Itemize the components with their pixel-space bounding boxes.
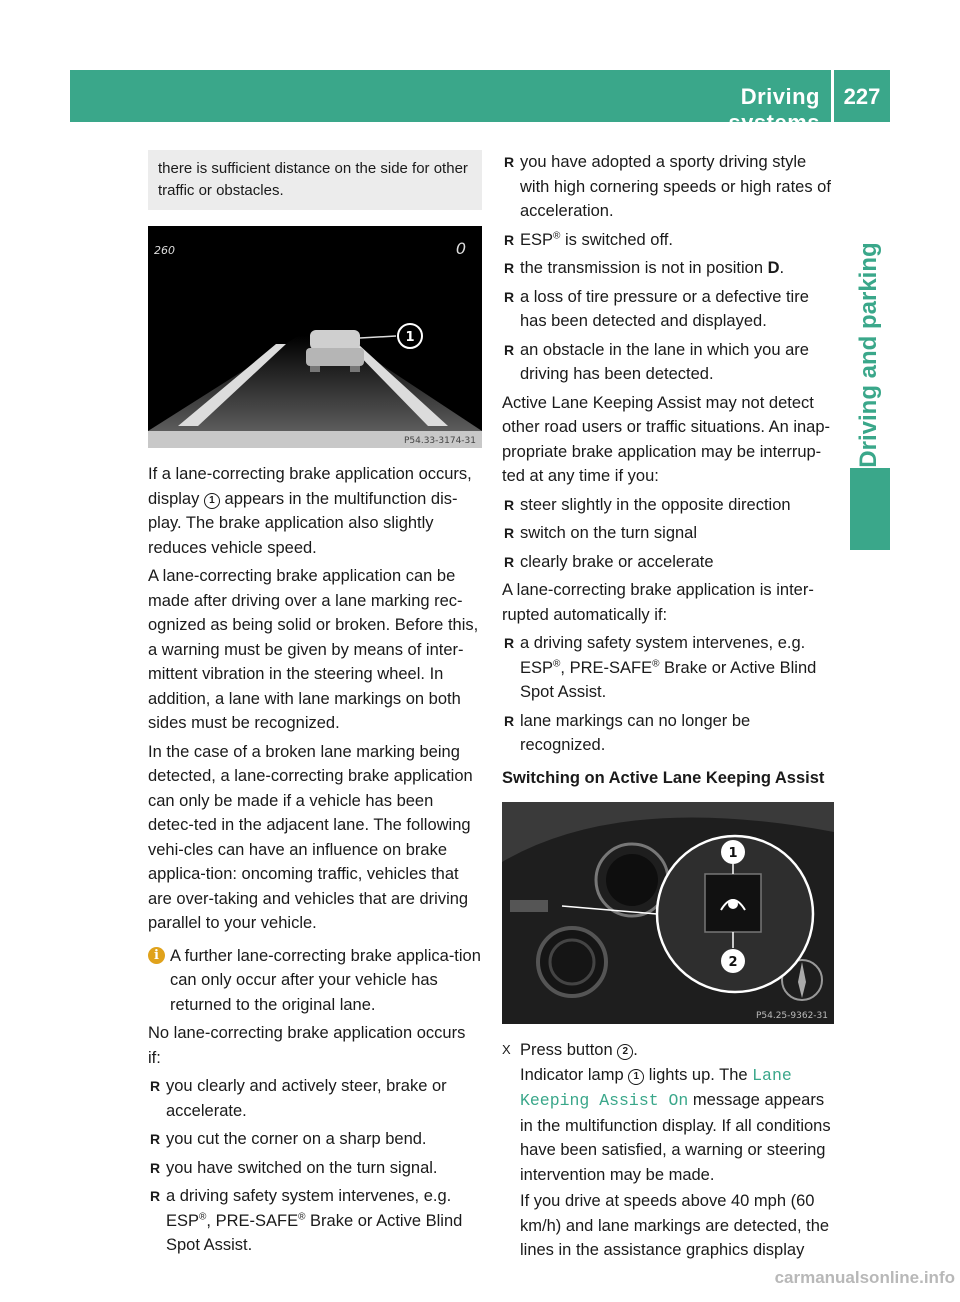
figure-lane-display: [148, 226, 482, 448]
list-item: R a driving safety system intervenes, e.g. ESP®, PRE-SAFE® Brake or Active Blind Spot Assist.: [504, 634, 817, 701]
callout-1-icon: 1: [204, 493, 220, 509]
figure-code: P54.33-3174-31: [403, 436, 476, 446]
list-item: R the transmission is not in position D.: [504, 259, 785, 277]
header-separator: [831, 70, 834, 122]
figure-code: P54.25-9362-31: [755, 1011, 828, 1021]
subheading: Switching on Active Lane Keeping Assist: [502, 768, 825, 787]
list-item: R you have switched on the turn signal.: [150, 1158, 438, 1177]
callout-2-icon: 2: [617, 1044, 633, 1060]
right-column: [502, 150, 834, 1263]
list-item: R ESP® is switched off.: [504, 230, 673, 249]
step-instruction: X Press button 2 . Indicator lamp 1 lights up. The Lane Keeping Assist On message appears in the multifunction display. If all conditions have been satisfied, a warning or steering intervention may be made. If you drive at speeds above 40 mph (60 km/h) and lane markings are detected, the lines in the assistance graphics display: [502, 1038, 834, 1263]
left-column: [148, 150, 482, 1262]
side-tab-label: Driving and parking: [855, 242, 882, 468]
section-title: Driving systems: [728, 84, 820, 135]
list-item: R clearly brake or accelerate: [504, 552, 714, 571]
callout-1-label: 1: [728, 846, 738, 861]
callout-1-label: 1: [405, 330, 415, 345]
list-item: R you clearly and actively steer, brake or accelerate.: [150, 1077, 447, 1120]
list-item: R steer slightly in the opposite direction: [504, 495, 791, 514]
side-tab: [852, 242, 886, 468]
figure-steering-button: [502, 802, 834, 1024]
callout-1-icon: 1: [628, 1069, 644, 1085]
paragraph: In the case of a broken lane marking being detected, a lane-correcting brake application can only be made if a vehicle has been detec-ted in the adjacent lane. The following vehi-cles can have an influence on brake applica-tion: oncoming traffic, vehicles that are over-taking and vehicles that are driving parallel to your vehicle.: [148, 742, 473, 932]
note-box: there is sufficient distance on the side for other traffic or obstacles.: [148, 150, 482, 210]
watermark: carmanualsonline.info: [774, 1268, 955, 1287]
side-tab-square: [850, 468, 890, 550]
value-readout: 0: [455, 239, 466, 258]
list-item: R a driving safety system intervenes, e.g. ESP®, PRE-SAFE® Brake or Active Blind Spot Assist.: [150, 1187, 463, 1254]
paragraph: If a lane-correcting brake application occurs, display 1 appears in the multifunction dis-play. The brake application also slightly reduces vehicle speed.: [148, 465, 472, 557]
arrow-icon: X: [502, 1042, 511, 1057]
steering-wheel-illustration: [502, 802, 834, 1024]
list-item: R lane markings can no longer be recognized.: [504, 711, 751, 754]
paragraph: A lane-correcting brake application is inter-rupted automatically if:: [502, 581, 814, 624]
list-item: R switch on the turn signal: [504, 524, 698, 542]
info-icon: i: [148, 947, 165, 964]
paragraph: Active Lane Keeping Assist may not detect other road users or traffic situations. An inap-propriate brake application may be interrup-ted at any time if you:: [502, 393, 831, 485]
paragraph: If you drive at speeds above 40 mph (60 km/h) and lane markings are detected, the lines in the assistance graphics display: [520, 1192, 830, 1259]
list-item: R a loss of tire pressure or a defective tire has been detected and displayed.: [504, 287, 809, 330]
page-number: 227: [843, 84, 881, 109]
speed-readout: 260: [154, 244, 175, 257]
paragraph: A lane-correcting brake application can be made after driving over a lane marking rec-ognized as being solid or broken. Before this, a warning must be given by means of inter-mittent vibration in the steering wheel. In addition, a lane with lane markings on both sides must be recognized.: [148, 567, 479, 732]
display-message: Lane Keeping Assist On: [520, 1065, 792, 1110]
paragraph: No lane-correcting brake application occurs if:: [148, 1024, 466, 1067]
lane-display-illustration: [148, 226, 482, 448]
list-item: R an obstacle in the lane in which you are driving has been detected.: [504, 340, 809, 383]
info-note: i A further lane-correcting brake applica-tion can only occur after your vehicle has returned to the original lane.: [148, 944, 482, 1018]
list-item: R you cut the corner on a sharp bend.: [150, 1130, 427, 1148]
callout-2-label: 2: [728, 955, 738, 970]
list-item: R you have adopted a sporty driving style with high cornering speeds or high rates of acceleration.: [504, 153, 831, 220]
